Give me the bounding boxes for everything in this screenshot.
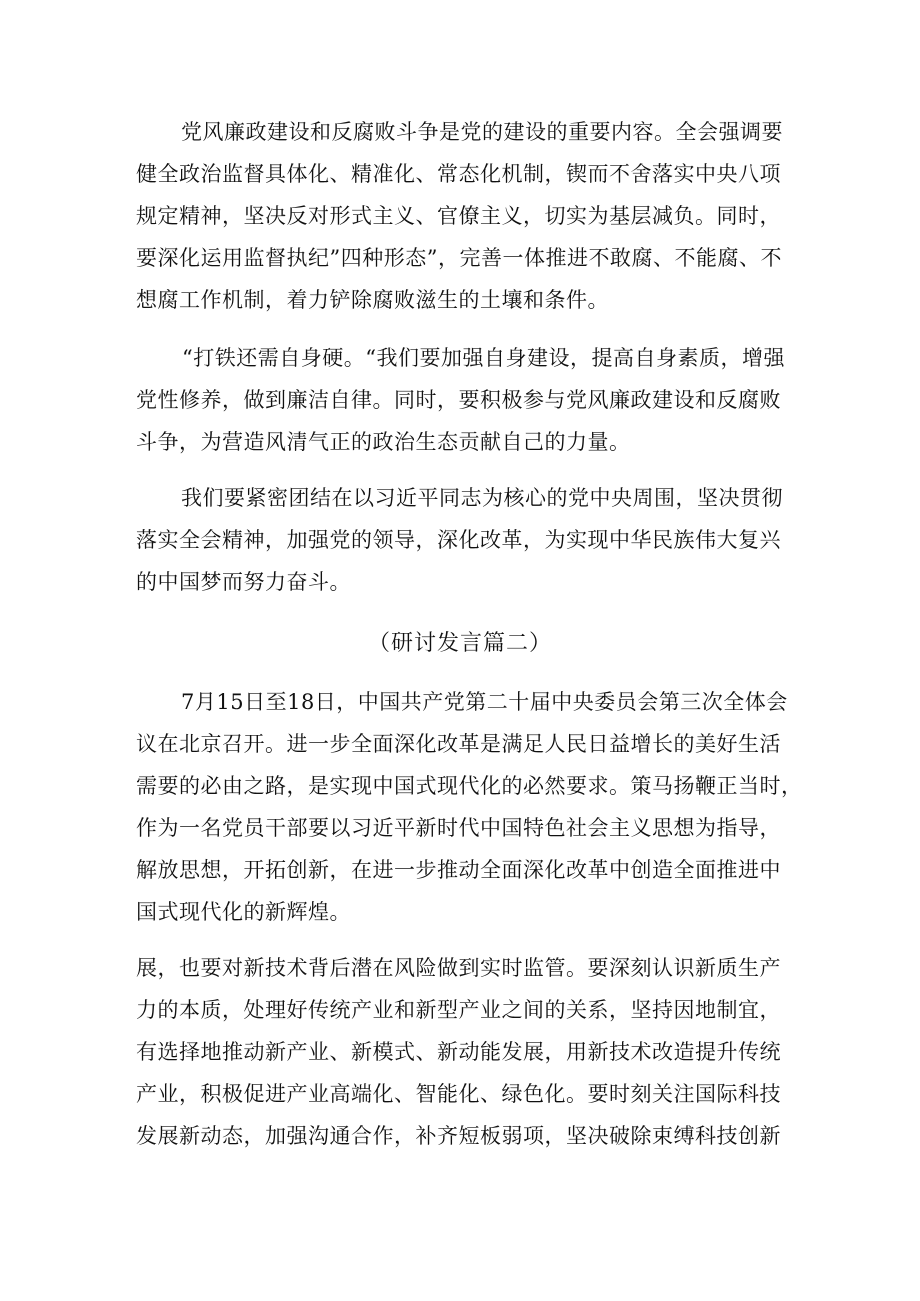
- text-line: 落实全会精神，加强党的领导，深化改革，为实现中华民族伟大复兴: [136, 528, 781, 552]
- text-line: 党性修养，做到廉洁自律。同时，要积极参与党风廉政建设和反腐败: [136, 388, 781, 412]
- text-line: 国式现代化的新辉煌。: [136, 900, 351, 924]
- text-line: 有选择地推动新产业、新模式、新动能发展，用新技术改造提升传统: [136, 1040, 781, 1064]
- text-line: 我们要紧密团结在以习近平同志为核心的党中央周围，坚决贯彻: [181, 486, 783, 510]
- text-line: 健全政治监督具体化、精准化、常态化机制，锲而不舍落实中央八项: [136, 162, 781, 186]
- text-line: 解放思想，开拓创新，在进一步推动全面深化改革中创造全面推进中: [136, 858, 781, 882]
- text-line: 议在北京召开。进一步全面深化改革是满足人民日益增长的美好生活: [136, 732, 781, 756]
- text-line: 作为一名党员干部要以习近平新时代中国特色社会主义思想为指导，: [136, 816, 781, 840]
- text-line: 力的本质，处理好传统产业和新型产业之间的关系，坚持因地制宜，: [136, 998, 781, 1022]
- text-line: “打铁还需自身硬。“我们要加强自身建设，提高自身素质，增强: [182, 346, 785, 370]
- text-line: 要深化运用监督执纪”四种形态”，完善一体推进不敢腐、不能腐、不: [136, 246, 782, 270]
- text-line: 发展新动态，加强沟通合作，补齐短板弱项，坚决破除束缚科技创新: [136, 1124, 781, 1148]
- text-line: 党风廉政建设和反腐败斗争是党的建设的重要内容。全会强调要: [181, 120, 783, 144]
- text-line: 7月15日至18日，中国共产党第二十届中央委员会第三次全体会: [181, 690, 788, 714]
- text-line: 产业，积极促进产业高端化、智能化、绿色化。要时刻关注国际科技: [136, 1082, 781, 1106]
- text-line: 展，也要对新技术背后潜在风险做到实时监管。要深刻认识新质生产: [136, 956, 781, 980]
- section-heading: （研讨发言篇二）: [367, 631, 552, 656]
- text-line: 想腐工作机制，着力铲除腐败滋生的土壤和条件。: [136, 288, 609, 312]
- text-line: 斗争，为营造风清气正的政治生态贡献自己的力量。: [136, 430, 631, 454]
- text-line: 的中国梦而努力奋斗。: [136, 570, 351, 594]
- text-line: 需要的必由之路，是实现中国式现代化的必然要求。策马扬鞭正当时，: [136, 774, 803, 798]
- text-line: 规定精神，坚决反对形式主义、官僚主义，切实为基层减负。同时，: [136, 204, 781, 228]
